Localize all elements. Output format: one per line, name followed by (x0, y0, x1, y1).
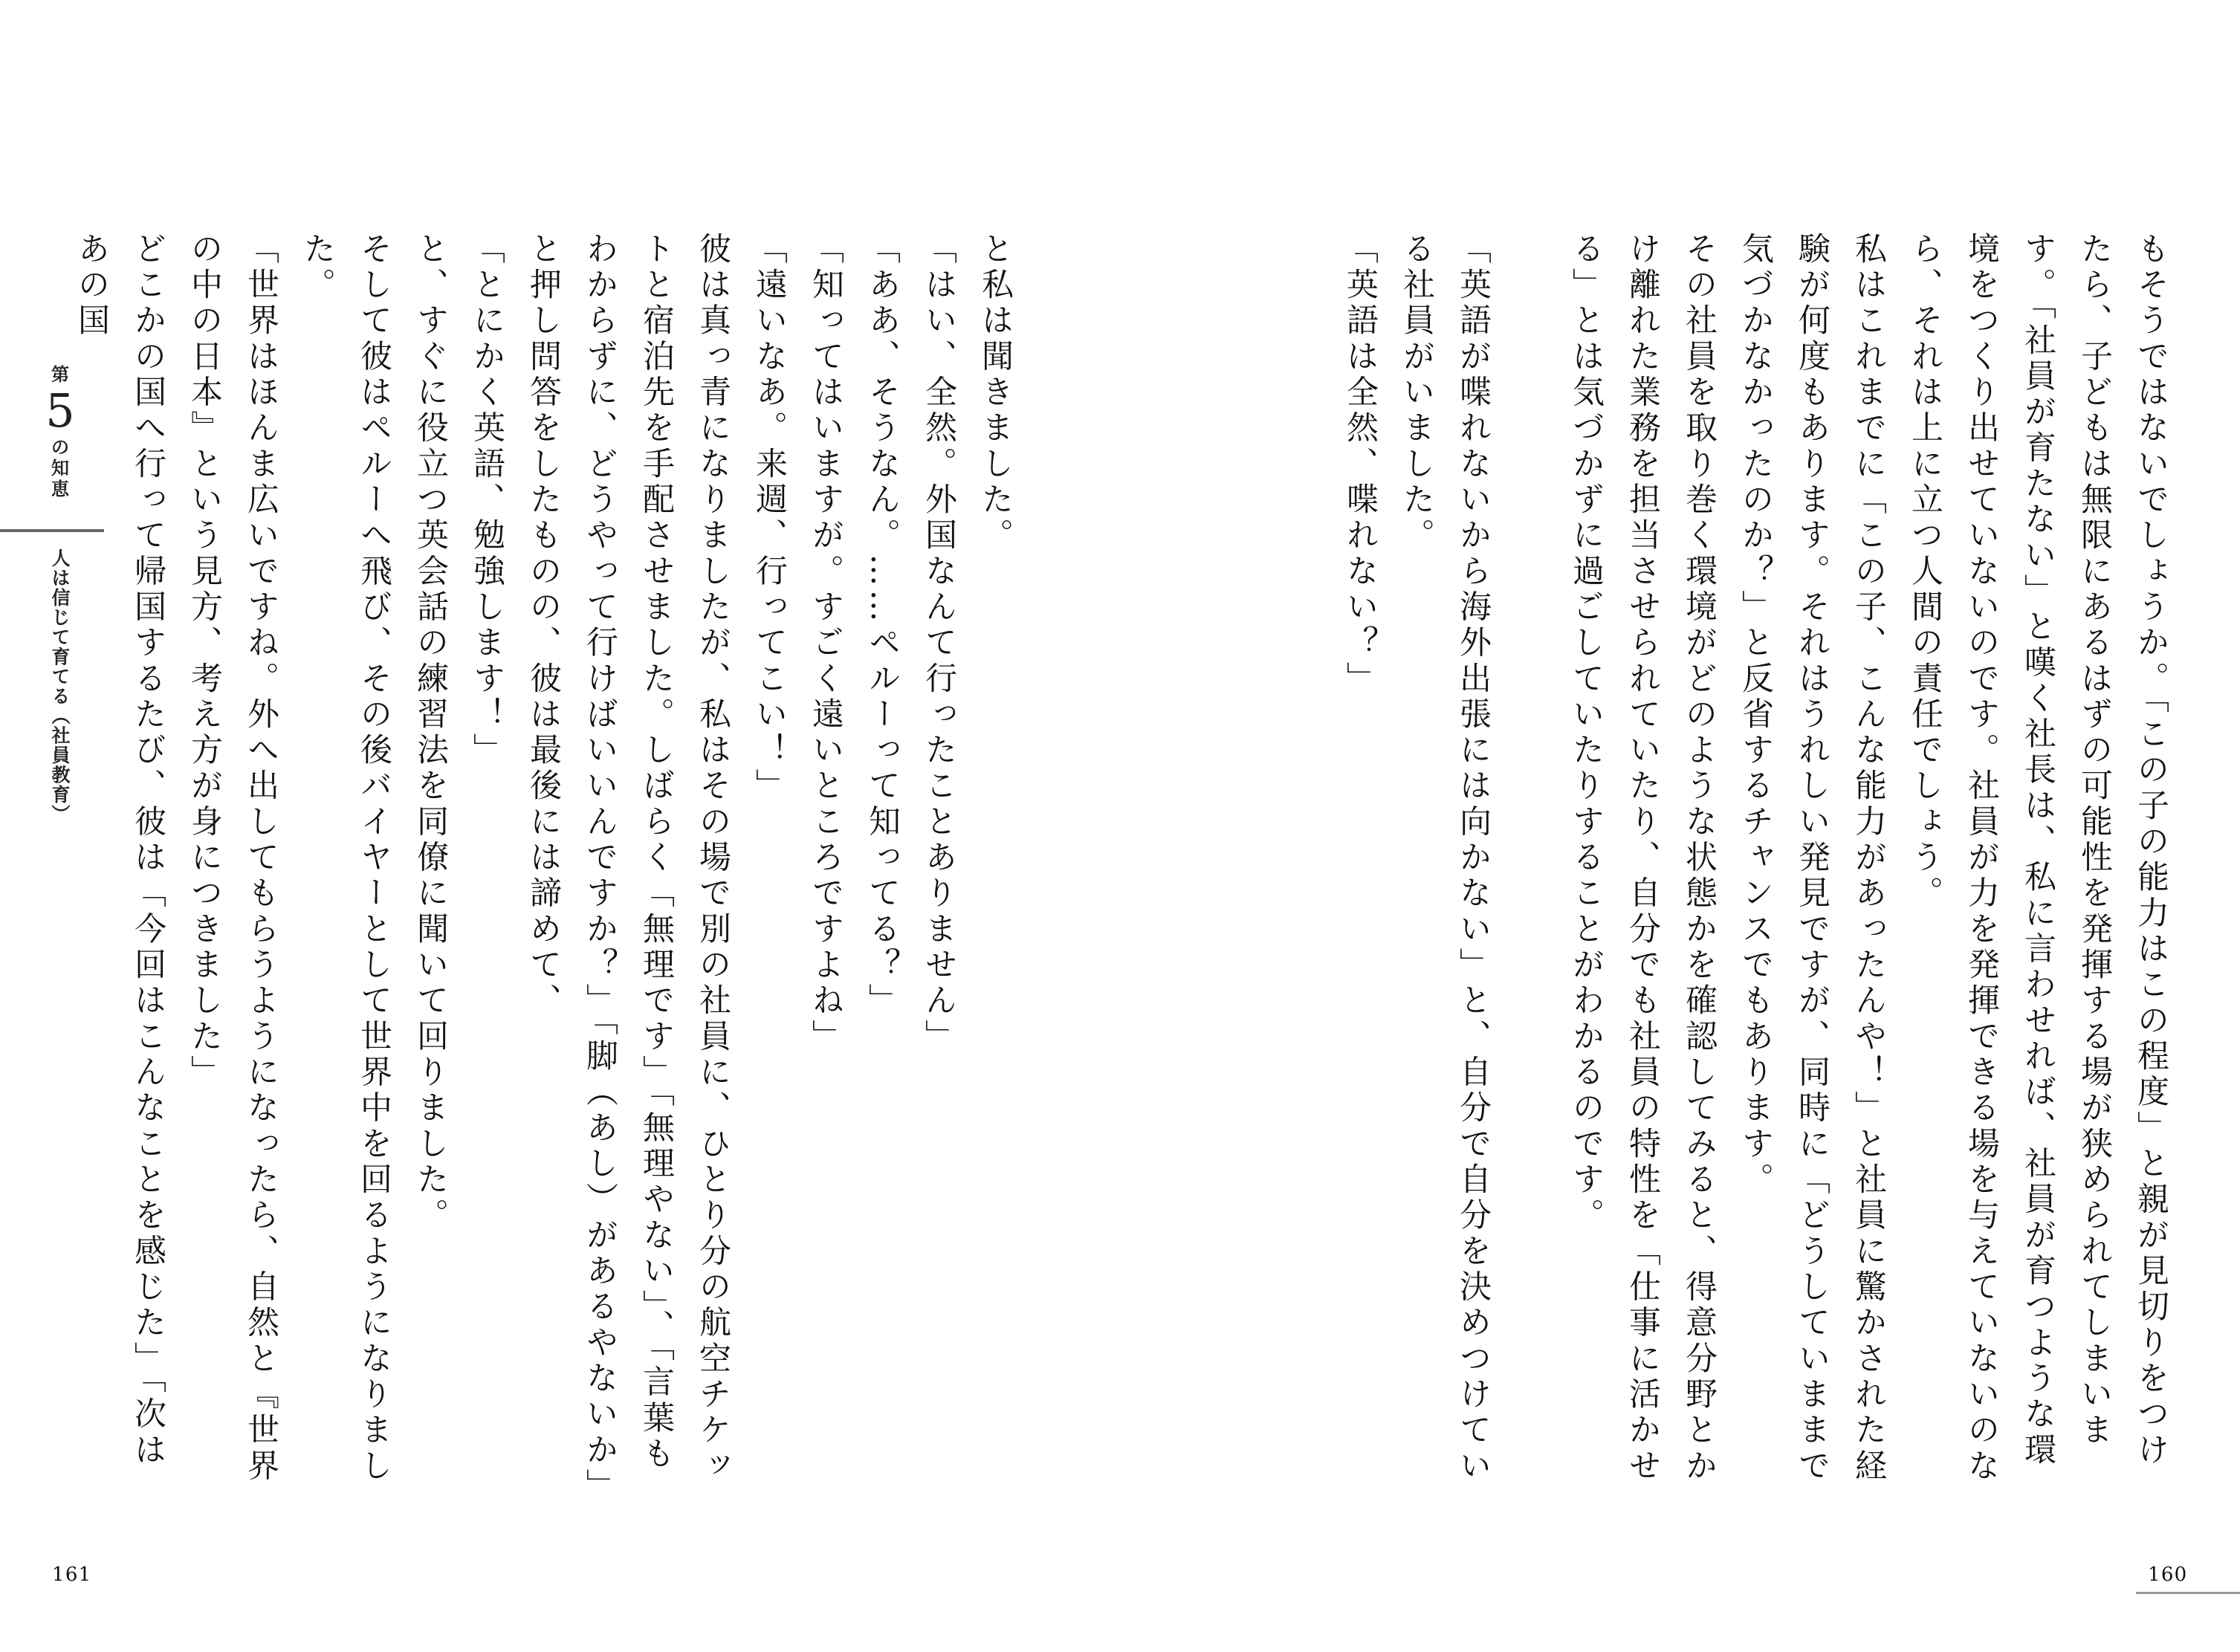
paragraph: 「はい、全然。外国なんて行ったことありません」 (920, 232, 957, 1055)
right-page (1120, 0, 2240, 1652)
chapter-number: 5 (45, 383, 75, 438)
paragraph: その社員を取り巻く環境がどのような状態かを確認してみると、得意分野とかけ離れた業務を担当させられていたり、自分でも社員の特性を「仕事に活かせる」とは気づかずに過ごしていたりすることがわかるのです。 (1567, 232, 1718, 1485)
paragraph: 「とにかく英語、勉強します！」 (468, 232, 505, 769)
paragraph: もそうではないでしょうか。「この子の能力はこの程度」と親が見切りをつけたら、子どもは無限にあるはずの可能性を発揮する場が狭められてしまいます。「社員が育たない」と嘆く社長は、私に言わせれば、社員が育つような環境をつくり出せていないのです。社員が力を発揮できる場を与えていないのなら、それは上に立つ人間の責任でしょう。 (1906, 232, 2169, 1485)
page-number: 160 (2148, 1564, 2188, 1586)
paragraph: 「世界はほんま広いですね。外へ出してもらうようになったら、自然と『世界の中の日本』という見方、考え方が身につきました」 (186, 232, 279, 1485)
paragraph: 「ああ、そうなん。……ペルーって知ってる？」 (864, 232, 901, 1020)
paragraph: 彼は真っ青になりましたが、私はその場で別の社員に、ひとり分の航空チケットと宿泊先を手配させました。しばらく「無理です」「無理やない」、「言葉もわからずに、どうやって行けばいいんですか？」「脚（あし）があるやないか」と押し問答をしたものの、彼は最後には諦めて、 (525, 232, 731, 1489)
paragraph: 私はこれまでに「この子、こんな能力があったんや！」と社員に驚かされた経験が何度もあります。それはうれしい発見ですが、同時に「どうしていままで気づかなかったのか？」と反省するチャンスでもあります。 (1737, 232, 1887, 1485)
paragraph: 「英語が喋れないから海外出張には向かない」と、自分で自分を決めつけている社員がいました。 (1398, 232, 1492, 1485)
paragraph: と私は聞きました。 (977, 232, 1014, 554)
running-head-title: 人は信じて育てる（社員教育） (49, 548, 71, 824)
footer-rule (2136, 1592, 2240, 1594)
paragraph: 「遠いなあ。来週、行ってこい！」 (751, 232, 788, 805)
chapter-prefix: 第 (51, 364, 69, 385)
chapter-suffix: の知恵 (51, 437, 69, 499)
paragraph: 「英語は全然、喋れない？」 (1341, 232, 1379, 698)
page-number: 161 (52, 1564, 92, 1586)
left-body-text (73, 232, 1023, 1503)
paragraph: どこかの国へ行って帰国するたび、彼は「今回はこんなことを感じた」「次はあの国 (73, 232, 166, 1469)
right-body-text (1220, 232, 2179, 1503)
paragraph: そして彼はペルーへ飛び、その後バイヤーとして世界中を回るようになりました。 (299, 232, 392, 1485)
paragraph: 「知ってはいますが。すごく遠いところですよね」 (807, 232, 844, 1055)
paragraph-spacer (1501, 232, 1558, 1503)
paragraph: と、すぐに役立つ英会話の練習法を同僚に聞いて回りました。 (412, 232, 449, 1234)
